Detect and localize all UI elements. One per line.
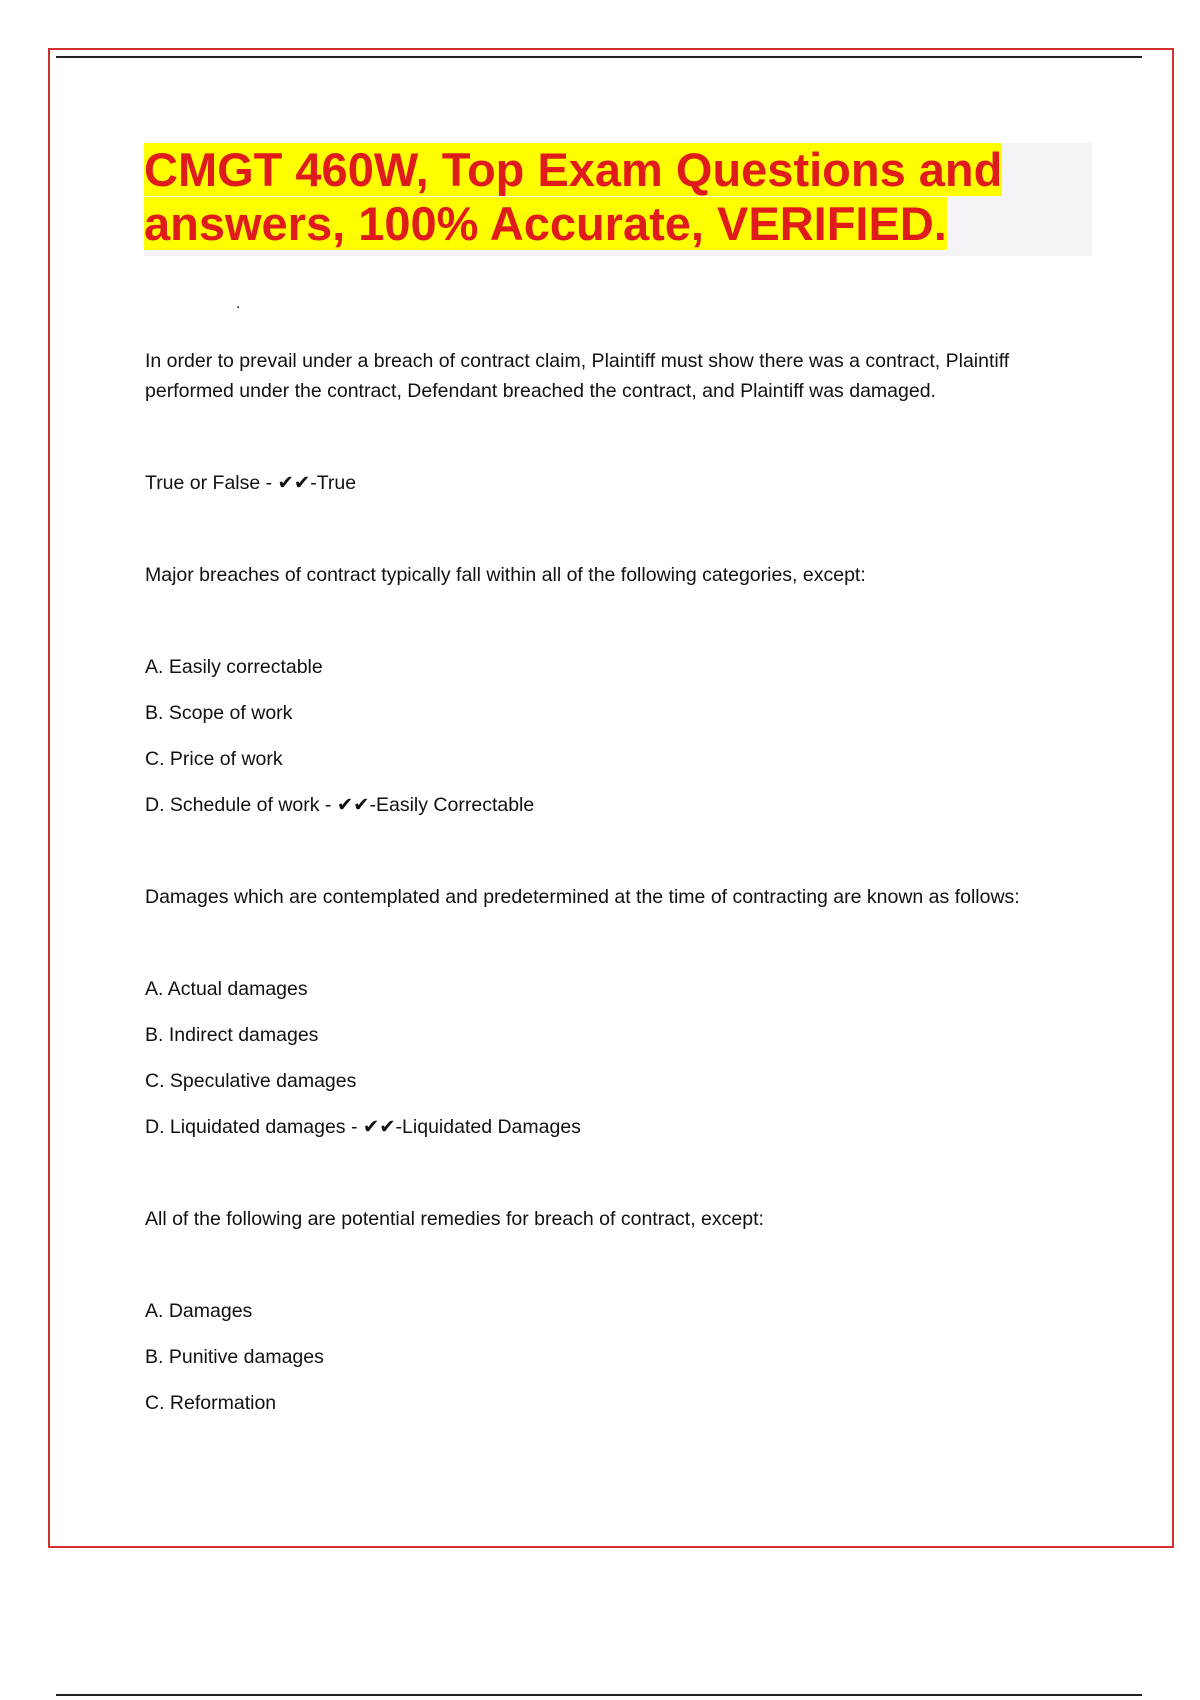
answer-option: D. Schedule of work - ✔✔-Easily Correctable: [145, 794, 535, 816]
answer-option: D. Liquidated damages - ✔✔-Liquidated Damages: [145, 1116, 581, 1138]
answer-option: C. Speculative damages: [145, 1070, 357, 1092]
top-rule: [56, 56, 1142, 58]
answer-option: B. Scope of work: [145, 702, 293, 724]
stray-dot: .: [236, 295, 241, 312]
answer-line: True or False - ✔✔-True: [145, 472, 357, 494]
document-title: [144, 143, 1092, 251]
question-text: In order to prevail under a breach of contract claim, Plaintiff must show there was a contract, Plaintiff performed under the contract, Defendant breached the contract, and Plaintiff was damaged.: [145, 350, 1010, 402]
title-block: [144, 143, 1092, 256]
answer-option: A. Easily correctable: [145, 656, 323, 678]
answer-option: B. Punitive damages: [145, 1346, 324, 1368]
title-line-2: answers, 100% Accurate, VERIFIED.: [144, 197, 947, 250]
answer-option: A. Actual damages: [145, 978, 308, 1000]
answer-option: B. Indirect damages: [145, 1024, 319, 1046]
question-text: Major breaches of contract typically fall within all of the following categories, except:: [145, 564, 866, 586]
document-body: [145, 346, 1085, 1434]
answer-option: C. Price of work: [145, 748, 283, 770]
title-line-1: CMGT 460W, Top Exam Questions and: [144, 143, 1003, 196]
question-text: Damages which are contemplated and predetermined at the time of contracting are known as follows:: [145, 886, 1020, 908]
question-text: All of the following are potential remedies for breach of contract, except:: [145, 1208, 764, 1230]
answer-option: A. Damages: [145, 1300, 253, 1322]
answer-option: C. Reformation: [145, 1392, 277, 1414]
bottom-rule: [56, 1694, 1142, 1696]
